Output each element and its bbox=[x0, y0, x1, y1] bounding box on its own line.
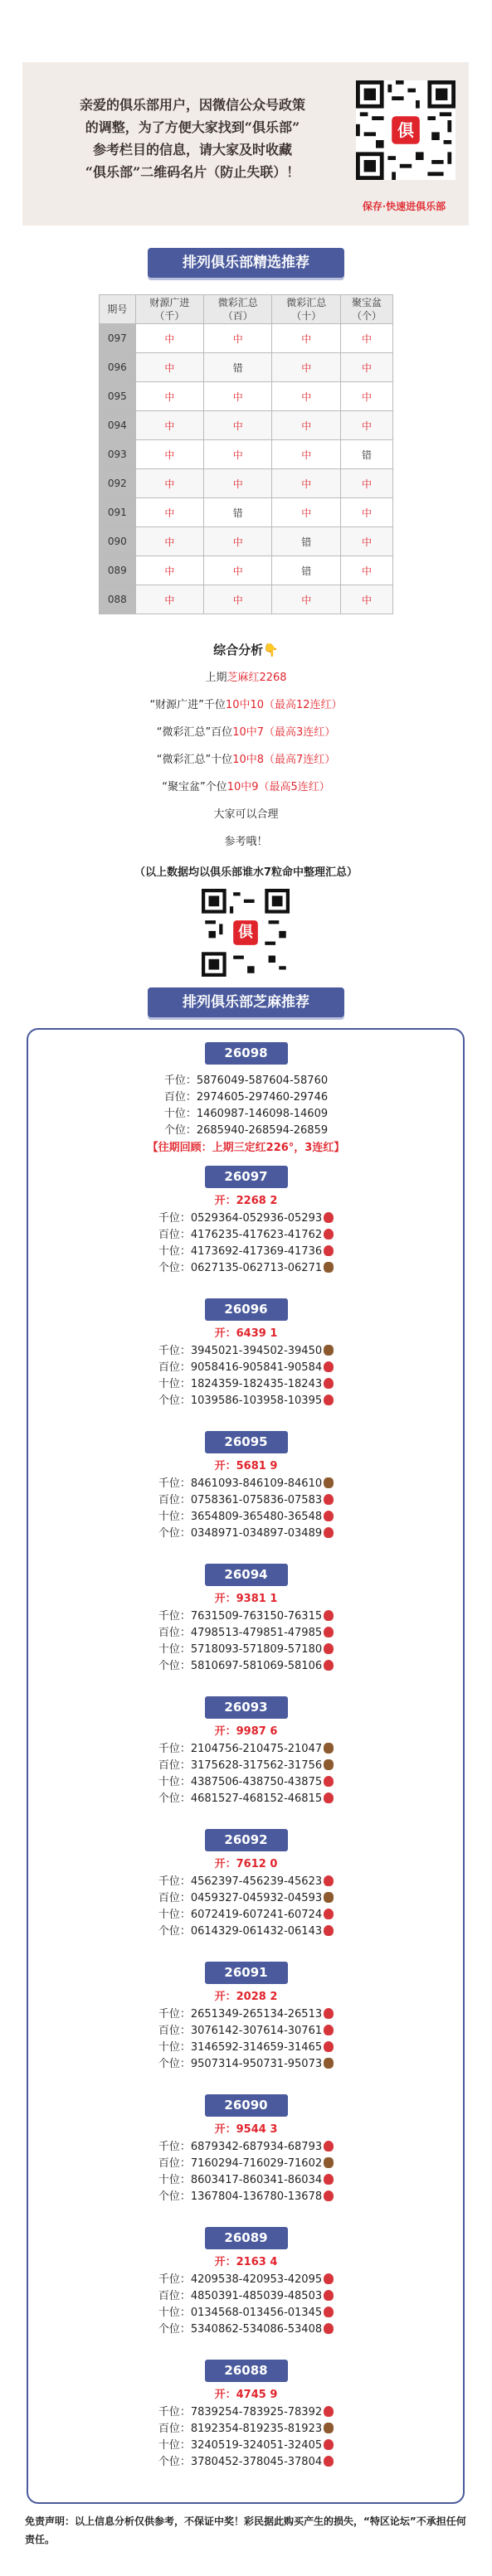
analysis-block bbox=[0, 637, 492, 856]
rose-icon bbox=[324, 1378, 334, 1389]
pick-row bbox=[0, 1625, 492, 1642]
issue-number-badge: 26090 bbox=[205, 2094, 288, 2117]
issue-block bbox=[0, 1696, 492, 1807]
analysis-line bbox=[0, 691, 492, 719]
rose-icon bbox=[324, 2290, 334, 2301]
draw-result: 开：2268 2 bbox=[214, 1195, 278, 1207]
wilted-rose-icon bbox=[324, 1345, 334, 1356]
rose-icon bbox=[324, 1245, 334, 1256]
pick-row-text: 十位：4173692-417369-41736 bbox=[158, 1245, 323, 1258]
period-cell: 089 bbox=[100, 556, 136, 585]
rose-icon bbox=[324, 1494, 334, 1505]
rose-icon bbox=[324, 1361, 334, 1372]
pick-row bbox=[0, 1924, 492, 1940]
table-row bbox=[100, 469, 393, 498]
result-cell: 中 bbox=[135, 382, 203, 411]
analysis-value: 10中10（最高12连红） bbox=[225, 699, 343, 711]
pick-row bbox=[0, 2156, 492, 2172]
rose-icon bbox=[324, 1511, 334, 1521]
table-row bbox=[100, 440, 393, 469]
qr-center-logo: 俱 bbox=[238, 924, 253, 941]
pick-row bbox=[0, 1227, 492, 1244]
wilted-rose-icon bbox=[324, 2157, 334, 2168]
result-cell: 中 bbox=[340, 585, 392, 614]
pick-row-text: 百位：4850391-485039-48503 bbox=[158, 2290, 323, 2302]
pick-row bbox=[0, 1658, 492, 1675]
analysis-label: “微彩汇总”十位 bbox=[156, 754, 233, 766]
rose-icon bbox=[324, 2323, 334, 2334]
pick-row-text: 十位：1460987-146098-14609 bbox=[163, 1108, 329, 1120]
result-cell: 中 bbox=[135, 527, 203, 556]
picks-table-header bbox=[100, 295, 393, 324]
draw-result: 开：9381 1 bbox=[214, 1593, 278, 1605]
result-cell: 中 bbox=[340, 353, 392, 382]
section-title-recommend: 排列俱乐部芝麻推荐 bbox=[148, 987, 344, 1017]
pick-row bbox=[0, 1741, 492, 1758]
issue-block bbox=[0, 1564, 492, 1675]
pick-row-text: 百位：9058416-905841-90584 bbox=[158, 1361, 323, 1374]
result-cell: 中 bbox=[204, 324, 272, 353]
picks-header-cell: 微彩汇总 （百） bbox=[204, 295, 272, 324]
qr-banner bbox=[22, 62, 469, 226]
qr-code-small[interactable] bbox=[202, 889, 290, 977]
period-cell: 097 bbox=[100, 324, 136, 353]
analysis-line: 大家可以合理 bbox=[213, 808, 279, 821]
result-cell: 中 bbox=[272, 382, 340, 411]
result-cell: 中 bbox=[340, 498, 392, 527]
rose-icon bbox=[324, 2141, 334, 2152]
result-cell: 中 bbox=[135, 498, 203, 527]
pick-row-text: 千位：6879342-687934-68793 bbox=[158, 2141, 323, 2153]
result-cell: 错 bbox=[272, 527, 340, 556]
qr-center-logo: 俱 bbox=[397, 120, 414, 140]
issue-number-badge: 26092 bbox=[205, 1829, 288, 1851]
result-cell: 中 bbox=[204, 527, 272, 556]
rose-icon bbox=[324, 2406, 334, 2417]
result-cell: 中 bbox=[272, 469, 340, 498]
pick-row bbox=[0, 2023, 492, 2040]
pick-row bbox=[0, 1758, 492, 1774]
pick-row bbox=[0, 1089, 492, 1106]
disclaimer: 免责声明：以上信息分析仅供参考，不保证中奖！彩民据此购买产生的损失，“特区论坛”不承担任何责任。 bbox=[25, 2515, 466, 2545]
pick-row-text: 千位：2651349-265134-26513 bbox=[158, 2008, 323, 2021]
pick-row-text: 百位：4176235-417623-41762 bbox=[158, 1229, 323, 1241]
period-cell: 091 bbox=[100, 498, 136, 527]
issue-number-badge: 26091 bbox=[205, 1962, 288, 1984]
banner-message bbox=[39, 94, 346, 183]
rose-icon bbox=[324, 1875, 334, 1886]
result-cell: 中 bbox=[272, 353, 340, 382]
pick-row-text: 个位：3780452-378045-37804 bbox=[158, 2456, 323, 2468]
issue-block bbox=[0, 1166, 492, 1277]
issue-block bbox=[0, 2360, 492, 2471]
pick-row-text: 十位：6072419-607241-60724 bbox=[158, 1909, 323, 1921]
rose-icon bbox=[324, 2041, 334, 2052]
pick-row-text: 百位：3175628-317562-31756 bbox=[158, 1759, 323, 1772]
issue-block bbox=[0, 1431, 492, 1542]
result-cell: 中 bbox=[340, 556, 392, 585]
pick-row-text: 个位：9507314-950731-95073 bbox=[158, 2058, 323, 2070]
qr-caption: 保存·快速进俱乐部 bbox=[362, 201, 446, 212]
wilted-rose-icon bbox=[324, 1743, 334, 1754]
pick-row bbox=[0, 2189, 492, 2205]
analysis-line bbox=[0, 719, 492, 746]
wilted-rose-icon bbox=[324, 1892, 334, 1903]
issue-number-badge: 26089 bbox=[205, 2227, 288, 2249]
pick-row bbox=[0, 2454, 492, 2471]
result-cell: 中 bbox=[272, 411, 340, 440]
period-cell: 095 bbox=[100, 382, 136, 411]
rose-icon bbox=[324, 1660, 334, 1671]
table-row bbox=[100, 324, 393, 353]
pick-row bbox=[0, 1360, 492, 1376]
rose-icon bbox=[324, 1909, 334, 1919]
analysis-label: “聚宝盆”个位 bbox=[162, 781, 227, 793]
pick-row bbox=[0, 2404, 492, 2421]
pick-row bbox=[0, 2139, 492, 2156]
pick-row-text: 千位：4209538-420953-42095 bbox=[158, 2273, 323, 2286]
result-cell: 中 bbox=[135, 556, 203, 585]
analysis-label: 上期 bbox=[205, 672, 227, 684]
analysis-line: 参考哦！ bbox=[224, 836, 268, 848]
rose-icon bbox=[324, 2190, 334, 2201]
result-cell: 错 bbox=[204, 353, 272, 382]
pick-row-text: 百位：4798513-479851-47985 bbox=[158, 1627, 323, 1639]
spacer bbox=[0, 1065, 492, 1073]
issue-block bbox=[0, 1962, 492, 2073]
issue-number-badge: 26095 bbox=[205, 1431, 288, 1453]
rose-icon bbox=[324, 1776, 334, 1787]
rose-icon bbox=[324, 2456, 334, 2467]
pick-row bbox=[0, 2272, 492, 2288]
issue-block bbox=[0, 2094, 492, 2205]
draw-result: 开：6439 1 bbox=[214, 1327, 278, 1340]
issue-block bbox=[0, 1829, 492, 1940]
issue-block bbox=[0, 1298, 492, 1409]
result-cell: 中 bbox=[340, 527, 392, 556]
pick-row-text: 千位：7631509-763150-76315 bbox=[158, 1610, 323, 1623]
rose-icon bbox=[324, 2307, 334, 2317]
table-row bbox=[100, 527, 393, 556]
analysis-line bbox=[0, 664, 492, 691]
pick-row bbox=[0, 1526, 492, 1542]
analysis-label: “财源广进”千位 bbox=[149, 699, 226, 711]
pick-row bbox=[0, 2421, 492, 2438]
picks-header-cell: 期号 bbox=[100, 295, 136, 324]
draw-result: 开：9987 6 bbox=[214, 1725, 278, 1738]
result-cell: 中 bbox=[135, 469, 203, 498]
pick-row-text: 个位：5810697-581069-58106 bbox=[158, 1660, 323, 1672]
rose-icon bbox=[324, 1925, 334, 1936]
result-cell: 中 bbox=[204, 440, 272, 469]
picks-header-cell: 聚宝盆 （个） bbox=[340, 295, 392, 324]
banner-line: “俱乐部”二维码名片（防止失联）！ bbox=[85, 164, 300, 180]
banner-line: 的调整，为了方便大家找到“俱乐部” bbox=[85, 119, 300, 135]
pick-row-text: 个位：1367804-136780-13678 bbox=[158, 2190, 323, 2203]
pick-row-text: 十位：5718093-571809-57180 bbox=[158, 1643, 323, 1656]
result-cell: 中 bbox=[272, 498, 340, 527]
picks-table-body bbox=[100, 324, 393, 614]
result-cell: 中 bbox=[272, 585, 340, 614]
pick-row-text: 十位：3654809-365480-36548 bbox=[158, 1511, 323, 1523]
rose-icon bbox=[324, 2025, 334, 2035]
analysis-title: 综合分析👇 bbox=[213, 643, 279, 657]
table-row bbox=[100, 382, 393, 411]
pick-row bbox=[0, 1393, 492, 1409]
pick-row-text: 千位：3945021-394502-39450 bbox=[158, 1345, 323, 1357]
result-cell: 中 bbox=[135, 440, 203, 469]
pick-row-text: 十位：8603417-860341-86034 bbox=[158, 2174, 323, 2186]
result-cell: 中 bbox=[272, 324, 340, 353]
pick-row-text: 百位：7160294-716029-71602 bbox=[158, 2157, 323, 2170]
issue-block bbox=[0, 2227, 492, 2338]
pick-row bbox=[0, 2172, 492, 2189]
pick-row bbox=[0, 2288, 492, 2305]
wilted-rose-icon bbox=[324, 2423, 334, 2433]
period-cell: 096 bbox=[100, 353, 136, 382]
pick-row bbox=[0, 1260, 492, 1277]
period-cell: 088 bbox=[100, 585, 136, 614]
pick-row-text: 十位：0134568-013456-01345 bbox=[158, 2307, 323, 2319]
qr-code-image[interactable] bbox=[356, 80, 455, 180]
pick-row-text: 个位：2685940-268594-26859 bbox=[163, 1124, 329, 1137]
period-cell: 090 bbox=[100, 527, 136, 556]
pick-row bbox=[0, 2305, 492, 2321]
pick-row bbox=[0, 1492, 492, 1509]
section-title-picks: 排列俱乐部精选推荐 bbox=[148, 248, 344, 278]
pick-row bbox=[0, 1244, 492, 1260]
draw-result: 开：5681 9 bbox=[214, 1460, 278, 1472]
issue-number-badge: 26094 bbox=[205, 1564, 288, 1586]
pick-row bbox=[0, 2006, 492, 2023]
result-cell: 中 bbox=[204, 411, 272, 440]
rose-icon bbox=[324, 1212, 334, 1223]
period-cell: 094 bbox=[100, 411, 136, 440]
rose-icon bbox=[324, 2174, 334, 2185]
result-cell: 中 bbox=[135, 324, 203, 353]
pick-row bbox=[0, 1106, 492, 1123]
analysis-value: 芝麻红2268 bbox=[227, 672, 287, 684]
wilted-rose-icon bbox=[324, 1477, 334, 1488]
result-cell: 中 bbox=[340, 469, 392, 498]
result-cell: 中 bbox=[272, 440, 340, 469]
draw-result: 开：7612 0 bbox=[214, 1858, 278, 1870]
banner-line: 亲爱的俱乐部用户，因微信公众号政策 bbox=[79, 97, 305, 113]
analysis-value: 10中8（最高7连红） bbox=[232, 754, 336, 766]
pick-row-text: 个位：0348971-034897-03489 bbox=[158, 1527, 323, 1540]
analysis-line bbox=[0, 746, 492, 774]
pick-row bbox=[0, 2040, 492, 2056]
rose-icon bbox=[324, 1610, 334, 1621]
pick-row-text: 百位：0758361-075836-07583 bbox=[158, 1494, 323, 1506]
draw-result: 开：2028 2 bbox=[214, 1991, 278, 2003]
pick-row bbox=[0, 2438, 492, 2454]
pick-row bbox=[0, 1642, 492, 1658]
table-row bbox=[100, 411, 393, 440]
draw-result: 开：4745 9 bbox=[214, 2389, 278, 2401]
pick-row bbox=[0, 2056, 492, 2073]
pick-row-text: 百位：3076142-307614-30761 bbox=[158, 2025, 323, 2037]
pick-row-text: 十位：3240519-324051-32405 bbox=[158, 2439, 323, 2452]
rose-icon bbox=[324, 1643, 334, 1654]
rose-icon bbox=[324, 1229, 334, 1239]
issue-number-badge: 26097 bbox=[205, 1166, 288, 1188]
picks-header-cell: 财源广进 （千） bbox=[135, 295, 203, 324]
pick-row bbox=[0, 1907, 492, 1924]
pick-row bbox=[0, 1476, 492, 1492]
result-cell: 错 bbox=[204, 498, 272, 527]
pick-row bbox=[0, 1890, 492, 1907]
result-cell: 中 bbox=[204, 469, 272, 498]
issue-number-badge: 26093 bbox=[205, 1696, 288, 1719]
pick-row bbox=[0, 1123, 492, 1139]
pick-row-text: 十位：1824359-182435-18243 bbox=[158, 1378, 323, 1390]
pick-row-text: 个位：1039586-103958-10395 bbox=[158, 1395, 323, 1407]
result-cell: 错 bbox=[340, 440, 392, 469]
draw-result: 开：9544 3 bbox=[214, 2123, 278, 2136]
result-cell: 中 bbox=[340, 324, 392, 353]
picks-header-cell: 微彩汇总 （十） bbox=[272, 295, 340, 324]
pick-row-text: 十位：3146592-314659-31465 bbox=[158, 2041, 323, 2054]
pick-row-text: 个位：0614329-061432-06143 bbox=[158, 1925, 323, 1938]
picks-table bbox=[99, 294, 393, 614]
wilted-rose-icon bbox=[324, 1262, 334, 1273]
past-review: 【往期回顾：上期三定红226°，3连红】 bbox=[147, 1142, 345, 1154]
pick-row-text: 千位：5876049-587604-58760 bbox=[163, 1075, 329, 1087]
pick-row-text: 个位：0627135-062713-06271 bbox=[158, 1262, 323, 1274]
data-note: （以上数据均以俱乐部谁水7粒命中整理汇总） bbox=[134, 866, 358, 879]
issue-number-badge: 26098 bbox=[205, 1042, 288, 1065]
rose-icon bbox=[324, 2439, 334, 2450]
table-row bbox=[100, 585, 393, 614]
result-cell: 中 bbox=[135, 585, 203, 614]
pick-row-text: 十位：4387506-438750-43875 bbox=[158, 1776, 323, 1788]
analysis-label: “微彩汇总”百位 bbox=[156, 726, 233, 739]
pick-row bbox=[0, 1874, 492, 1890]
wilted-rose-icon bbox=[324, 2058, 334, 2069]
pick-row bbox=[0, 1608, 492, 1625]
pick-row bbox=[0, 1509, 492, 1526]
period-cell: 092 bbox=[100, 469, 136, 498]
rose-icon bbox=[324, 2273, 334, 2284]
table-row bbox=[100, 498, 393, 527]
pick-row bbox=[0, 1774, 492, 1791]
result-cell: 中 bbox=[135, 411, 203, 440]
pick-row-text: 百位：0459327-045932-04593 bbox=[158, 1892, 323, 1904]
wilted-rose-icon bbox=[324, 1759, 334, 1770]
result-cell: 中 bbox=[204, 585, 272, 614]
banner-line: 参考栏目的信息，请大家及时收藏 bbox=[92, 142, 292, 158]
issue-number-badge: 26096 bbox=[205, 1298, 288, 1321]
pick-row bbox=[0, 1073, 492, 1089]
result-cell: 中 bbox=[340, 382, 392, 411]
pick-row bbox=[0, 2321, 492, 2338]
pick-row-text: 千位：8461093-846109-84610 bbox=[158, 1477, 323, 1490]
result-cell: 错 bbox=[272, 556, 340, 585]
rose-icon bbox=[324, 1627, 334, 1637]
rose-icon bbox=[324, 1527, 334, 1538]
issue-block bbox=[0, 1042, 492, 1157]
issue-number-badge: 26088 bbox=[205, 2360, 288, 2382]
pick-row bbox=[0, 1376, 492, 1393]
pick-row-text: 百位：8192354-819235-81923 bbox=[158, 2423, 323, 2435]
table-row bbox=[100, 556, 393, 585]
analysis-value: 10中9（最高5连红） bbox=[227, 781, 330, 793]
pick-row bbox=[0, 1343, 492, 1360]
period-cell: 093 bbox=[100, 440, 136, 469]
pick-row bbox=[0, 1210, 492, 1227]
rose-icon bbox=[324, 1395, 334, 1405]
result-cell: 中 bbox=[204, 556, 272, 585]
analysis-line bbox=[0, 774, 492, 801]
pick-row-text: 千位：0529364-052936-05293 bbox=[158, 1212, 323, 1225]
draw-result: 开：2163 4 bbox=[214, 2256, 278, 2268]
result-cell: 中 bbox=[204, 382, 272, 411]
pick-row-text: 千位：7839254-783925-78392 bbox=[158, 2406, 323, 2418]
result-cell: 中 bbox=[135, 353, 203, 382]
rose-icon bbox=[324, 1793, 334, 1803]
analysis-value: 10中7（最高3连红） bbox=[232, 726, 336, 739]
pick-row-text: 百位：2974605-297460-29746 bbox=[163, 1091, 329, 1104]
result-cell: 中 bbox=[340, 411, 392, 440]
pick-row-text: 个位：4681527-468152-46815 bbox=[158, 1793, 323, 1805]
pick-row-text: 千位：2104756-210475-21047 bbox=[158, 1743, 323, 1755]
table-row bbox=[100, 353, 393, 382]
pick-row-text: 个位：5340862-534086-53408 bbox=[158, 2323, 323, 2336]
rose-icon bbox=[324, 2008, 334, 2019]
pick-row bbox=[0, 1791, 492, 1807]
pick-row-text: 千位：4562397-456239-45623 bbox=[158, 1875, 323, 1888]
